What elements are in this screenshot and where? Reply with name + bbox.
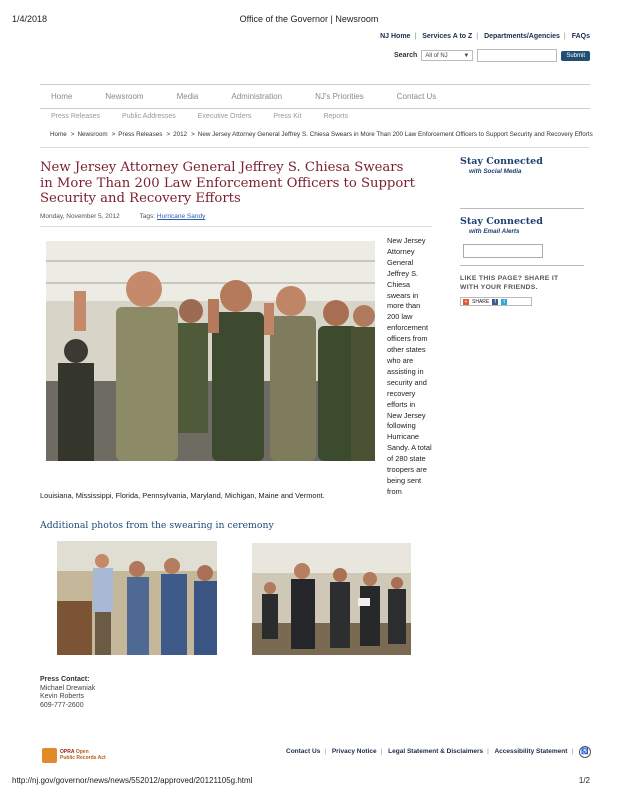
- search-label: Search: [393, 52, 418, 59]
- share-label: SHARE: [472, 298, 490, 305]
- nav-home[interactable]: Home: [51, 92, 73, 101]
- plus-icon: +: [464, 298, 468, 305]
- page-title: New Jersey Attorney General Jeffrey S. Chiesa Swears in More Than 200 Law Enforcement Officers to Support Security and Recovery Efforts: [40, 160, 415, 206]
- toplink-faqs[interactable]: FAQs: [571, 33, 590, 40]
- print-title: Office of the Governor | Newsroom: [239, 14, 379, 24]
- opra-logo-icon: [42, 748, 57, 763]
- accessibility-icon[interactable]: ♿: [579, 746, 591, 758]
- sub-nav: [51, 113, 348, 120]
- print-page-number: 1/2: [578, 776, 590, 785]
- search-scope-select[interactable]: All of NJ ▼: [421, 50, 473, 61]
- stay-connected-social: [460, 156, 543, 175]
- subnav-public-addresses[interactable]: Public Addresses: [122, 113, 176, 120]
- article-meta: [40, 213, 205, 220]
- main-nav: [40, 84, 590, 109]
- nav-contact[interactable]: Contact Us: [396, 92, 437, 101]
- opra-logo[interactable]: OPRA Open Public Records Act: [42, 746, 114, 764]
- footer-legal[interactable]: Legal Statement & Disclaimers: [388, 748, 484, 755]
- additional-photo-1[interactable]: [57, 541, 217, 655]
- tag-link[interactable]: Hurricane Sandy: [156, 213, 206, 220]
- subnav-press-kit[interactable]: Press Kit: [273, 113, 302, 120]
- search-input[interactable]: [477, 49, 557, 62]
- nav-administration[interactable]: Administration: [231, 92, 283, 101]
- stay-connected-social-sub[interactable]: with Social Media: [469, 168, 522, 175]
- stay-connected-social-title: Stay Connected: [460, 156, 543, 167]
- footer-accessibility[interactable]: Accessibility Statement: [494, 748, 568, 755]
- additional-photos-heading: Additional photos from the swearing in ceremony: [40, 520, 274, 531]
- press-contact: [40, 676, 95, 711]
- main-photo: [46, 241, 375, 461]
- breadcrumb-newsroom[interactable]: Newsroom: [77, 131, 108, 138]
- footer-privacy[interactable]: Privacy Notice: [331, 748, 377, 755]
- stay-connected-email-title: Stay Connected: [460, 216, 543, 227]
- breadcrumb: Home > Newsroom > Press Releases > 2012 > New Jersey Attorney General Jeffrey S. Chiesa Swears in More Than 200 Law Enforcement Officers to Support Security and Recovery Efforts: [50, 131, 593, 138]
- facebook-icon[interactable]: f: [492, 299, 498, 305]
- toplink-services[interactable]: Services A to Z: [422, 33, 473, 40]
- share-button[interactable]: [460, 297, 532, 306]
- divider: [460, 208, 584, 209]
- toplink-nj-home[interactable]: NJ Home: [380, 33, 411, 40]
- footer-contact[interactable]: Contact Us: [286, 748, 321, 755]
- chevron-down-icon: ▼: [463, 52, 470, 59]
- stay-connected-email-sub: with Email Alerts: [469, 228, 520, 235]
- subnav-reports[interactable]: Reports: [323, 113, 348, 120]
- divider: [40, 147, 590, 148]
- share-prompt: LIKE THIS PAGE? SHARE IT WITH YOUR FRIENDS.: [460, 275, 559, 291]
- nav-priorities[interactable]: NJ's Priorities: [315, 92, 364, 101]
- subnav-executive-orders[interactable]: Executive Orders: [197, 113, 252, 120]
- email-alert-input[interactable]: [463, 244, 543, 258]
- subnav-press-releases[interactable]: Press Releases: [51, 113, 101, 120]
- breadcrumb-current: New Jersey Attorney General Jeffrey S. Chiesa Swears in More Than 200 Law Enforcement Officers to Support Security and Recovery Efforts: [197, 131, 593, 138]
- press-contact-phone: 609-777-2600: [40, 702, 84, 710]
- article-date: Monday, November 5, 2012: [40, 213, 120, 220]
- press-contact-label: Press Contact:: [40, 676, 90, 683]
- breadcrumb-year[interactable]: 2012: [173, 131, 188, 138]
- divider: [460, 265, 584, 266]
- print-date: 1/4/2018: [12, 14, 48, 24]
- additional-photo-2[interactable]: [252, 543, 411, 655]
- nav-media[interactable]: Media: [176, 92, 199, 101]
- search-bar: [394, 49, 590, 62]
- breadcrumb-press-releases[interactable]: Press Releases: [118, 131, 163, 138]
- press-contact-name: Michael Drewniak: [40, 684, 96, 692]
- photo-caption: New Jersey Attorney General Jeffrey S. Chiesa swears in more than 200 law enforcement officers from other states who are assisting in security and recovery efforts in New Jersey following Hurricane Sandy. A total of 280 state troopers are being sent from: [387, 236, 432, 496]
- top-links: NJ Home | Services A to Z | Departments/Agencies | FAQs: [380, 33, 590, 40]
- twitter-icon[interactable]: t: [501, 299, 507, 305]
- tags-label: Tags:: [139, 213, 156, 220]
- nav-newsroom[interactable]: Newsroom: [105, 92, 144, 101]
- press-contact-name: Kevin Roberts: [40, 693, 84, 701]
- footer-links: Contact Us | Privacy Notice | Legal Statement & Disclaimers | Accessibility Statement |: [286, 748, 574, 755]
- breadcrumb-home[interactable]: Home: [50, 131, 67, 138]
- search-submit-button[interactable]: Submit: [561, 51, 590, 61]
- divider: [40, 226, 432, 227]
- photo-caption-continued: Louisiana, Mississippi, Florida, Pennsylvania, Maryland, Michigan, Maine and Vermont.: [40, 491, 325, 500]
- print-url: http://nj.gov/governor/news/news/552012/approved/20121105g.html: [12, 776, 253, 785]
- stay-connected-email: [460, 216, 543, 235]
- toplink-departments[interactable]: Departments/Agencies: [484, 33, 560, 40]
